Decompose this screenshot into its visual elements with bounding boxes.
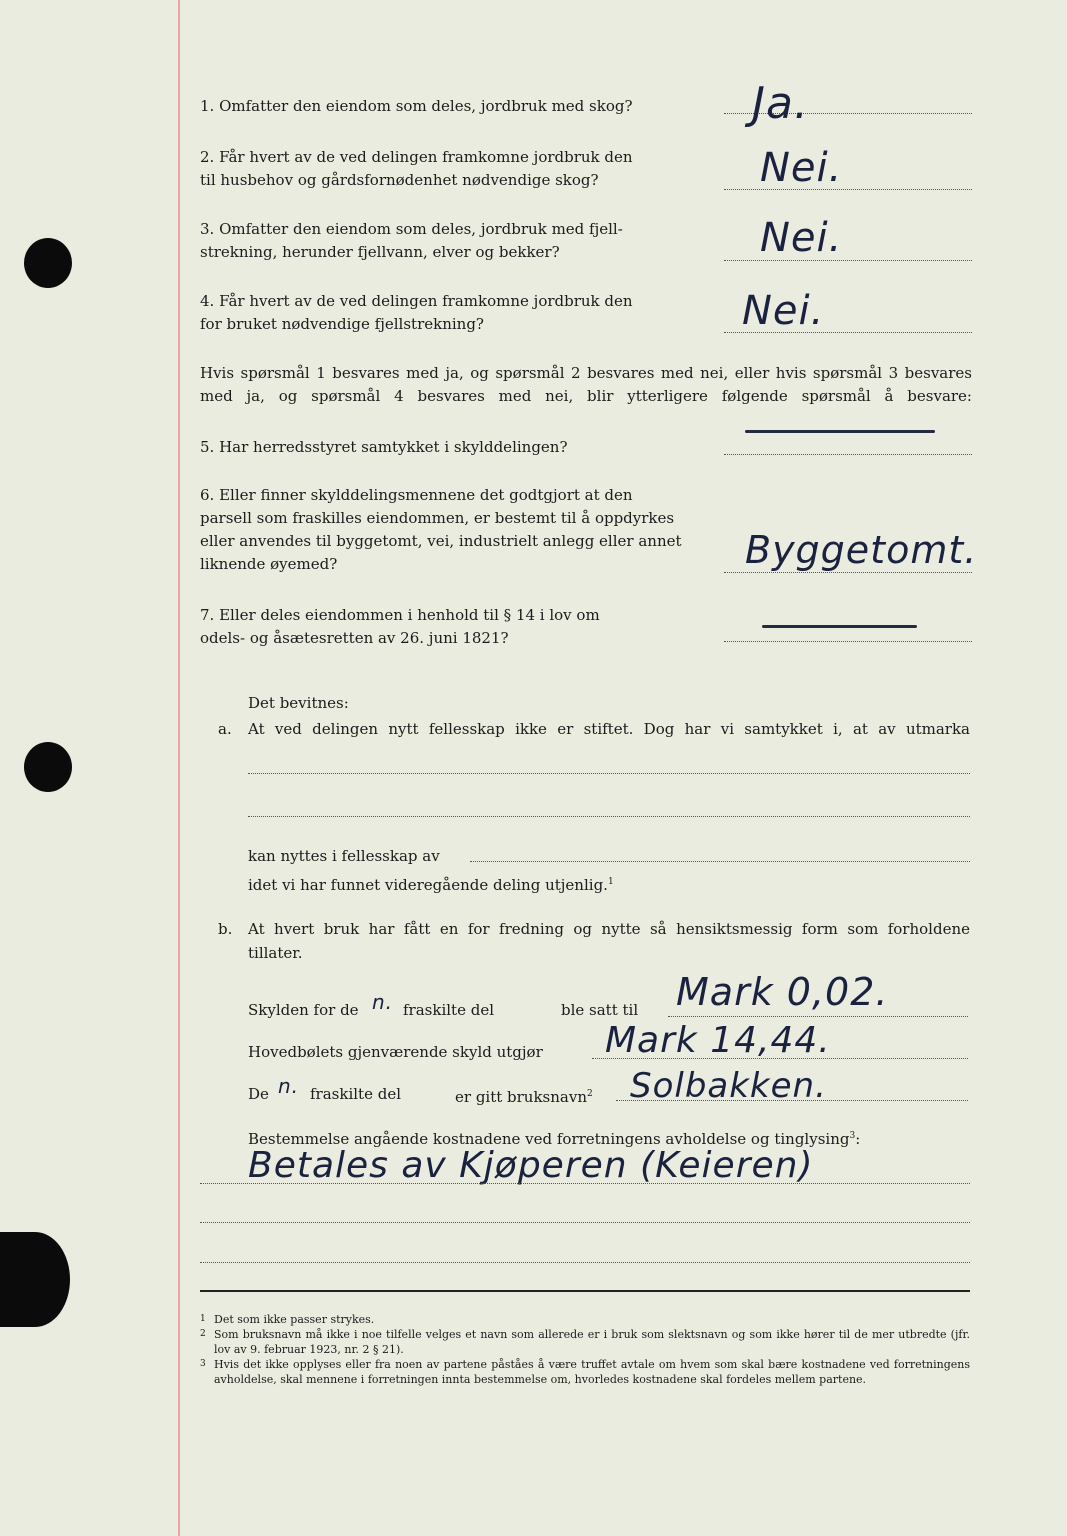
question-text: odels- og åsætesretten av 26. juni 1821?	[200, 629, 509, 647]
hovedbol-label: Hovedbølets gjenværende skyld utgjør	[248, 1043, 543, 1061]
skyld-value: Mark 0,02.	[676, 970, 889, 1014]
item-a-end	[248, 871, 614, 896]
question-text: for bruket nødvendige fjellstrekning?	[200, 315, 484, 333]
bruksnavn-label	[455, 1083, 593, 1108]
question-7	[200, 604, 722, 650]
question-5	[200, 436, 722, 459]
question-4	[200, 290, 722, 336]
question-text: strekning, herunder fjellvann, elver og bekker?	[200, 243, 560, 261]
item-b-continued: tillater.	[248, 944, 303, 962]
bruksnavn-label: fraskilte del	[310, 1085, 401, 1103]
question-text: eller anvendes til byggetomt, vei, industrielt anlegg eller annet	[200, 532, 682, 550]
kostnad-colon: :	[855, 1130, 861, 1148]
item-a-label: a.	[218, 720, 232, 738]
fill-line	[668, 1016, 968, 1017]
fill-line	[200, 1183, 970, 1184]
punch-hole	[24, 238, 72, 288]
item-a-end-text: idet vi har funnet videregående deling utjenlig.	[248, 876, 608, 894]
item-b-label: b.	[218, 920, 233, 938]
question-text: 3. Omfatter den eiendom som deles, jordbruk med fjell-	[200, 220, 623, 238]
footnote-ref: 1	[607, 877, 614, 887]
footnote-text: Det som ikke passer strykes.	[214, 1313, 375, 1326]
question-6	[200, 484, 722, 576]
punch-hole	[0, 1232, 70, 1327]
answer-leader	[724, 454, 972, 455]
question-3	[200, 218, 722, 264]
fill-line	[248, 773, 970, 774]
skyld-label: ble satt til	[561, 1001, 639, 1019]
question-text: til husbehov og gårdsfornødenhet nødvendige skog?	[200, 171, 599, 189]
footnote-text: Som bruksnavn må ikke i noe tilfelle velges et navn som allerede er i bruk som slektsnavn og som ikke hører til de mer utbredte (jfr. lov av 9. februar 1923, nr. 2 § 21).	[214, 1328, 970, 1356]
footnote-ref: 3	[849, 1131, 856, 1141]
footnote-number: 3	[200, 1359, 206, 1369]
footnote	[200, 1357, 970, 1387]
question-text: 2. Får hvert av de ved delingen framkomne jordbruk den	[200, 148, 633, 166]
footnote-ref: 2	[587, 1089, 593, 1099]
answer-4: Nei.	[742, 288, 825, 334]
question-text: liknende øyemed?	[200, 555, 338, 573]
fill-line	[470, 861, 970, 862]
bruksnavn-label: De	[248, 1085, 269, 1103]
kostnad-text: Bestemmelse angående kostnadene ved forretningens avholdelse og tinglysing	[248, 1130, 850, 1148]
question-1	[200, 95, 722, 118]
question-text: 1. Omfatter den eiendom som deles, jordbruk med skog?	[200, 97, 633, 115]
answer-leader	[724, 572, 972, 573]
answer-leader	[724, 641, 972, 642]
fill-line	[248, 816, 970, 817]
kostnad-value: Betales av Kjøperen (Keieren)	[248, 1145, 814, 1186]
item-a-continued: kan nyttes i fellesskap av	[248, 847, 440, 865]
bruksnavn-value: Solbakken.	[630, 1066, 827, 1106]
punch-hole	[24, 742, 72, 792]
footnote-text: Hvis det ikke opplyses eller fra noen av partene påståes å være truffet avtale om hvem som skal bære kostnadene ved forretningens avholdelse, skal mennene i forretningen innta bestemmelse om, hvorledes kostnadene skal fordeles mellem partene.	[214, 1358, 970, 1386]
footnote-number: 1	[200, 1314, 206, 1324]
question-text: 6. Eller finner skylddelingsmennene det godtgjort at den	[200, 486, 633, 504]
question-text: 4. Får hvert av de ved delingen framkomne jordbruk den	[200, 292, 633, 310]
question-2	[200, 146, 722, 192]
question-text: parsell som fraskilles eiendommen, er bestemt til å oppdyrkes	[200, 509, 675, 527]
answer-1: Ja.	[752, 78, 809, 129]
item-b-text: At hvert bruk har fått en for fredning og nytte så hensiktsmessig form som forholdene	[248, 920, 970, 938]
hovedbol-value: Mark 14,44.	[605, 1020, 831, 1061]
footnotes	[200, 1312, 970, 1387]
fill-line	[200, 1262, 970, 1263]
certify-heading: Det bevitnes:	[248, 694, 349, 712]
handwritten-mark: n.	[278, 1074, 300, 1098]
answer-3: Nei.	[760, 215, 843, 261]
footnote-divider	[200, 1290, 970, 1292]
footnote-number: 2	[200, 1329, 206, 1339]
footnote	[200, 1312, 970, 1327]
skyld-label: Skylden for de	[248, 1001, 359, 1019]
item-a-text: At ved delingen nytt fellesskap ikke er stiftet. Dog har vi samtykket i, at av utmarka	[248, 720, 970, 738]
red-margin-line	[178, 0, 180, 1536]
answer-7-dash	[762, 625, 917, 628]
answer-5-dash	[745, 430, 935, 433]
question-text: 7. Eller deles eiendommen i henhold til § 14 i lov om	[200, 606, 600, 624]
handwritten-mark: n.	[372, 990, 394, 1014]
bruksnavn-text: er gitt bruksnavn	[455, 1088, 587, 1106]
answer-6: Byggetomt.	[745, 528, 978, 572]
conditional-paragraph: Hvis spørsmål 1 besvares med ja, og spørsmål 2 besvares med nei, eller hvis spørsmål 3 besvares med ja, og spørsmål 4 besvares med nei, blir ytterligere følgende spørsmål å besvare:	[200, 364, 972, 405]
skyld-label: fraskilte del	[403, 1001, 494, 1019]
footnote	[200, 1327, 970, 1357]
fill-line	[200, 1222, 970, 1223]
question-text: 5. Har herredsstyret samtykket i skylddelingen?	[200, 438, 568, 456]
answer-2: Nei.	[760, 145, 843, 191]
